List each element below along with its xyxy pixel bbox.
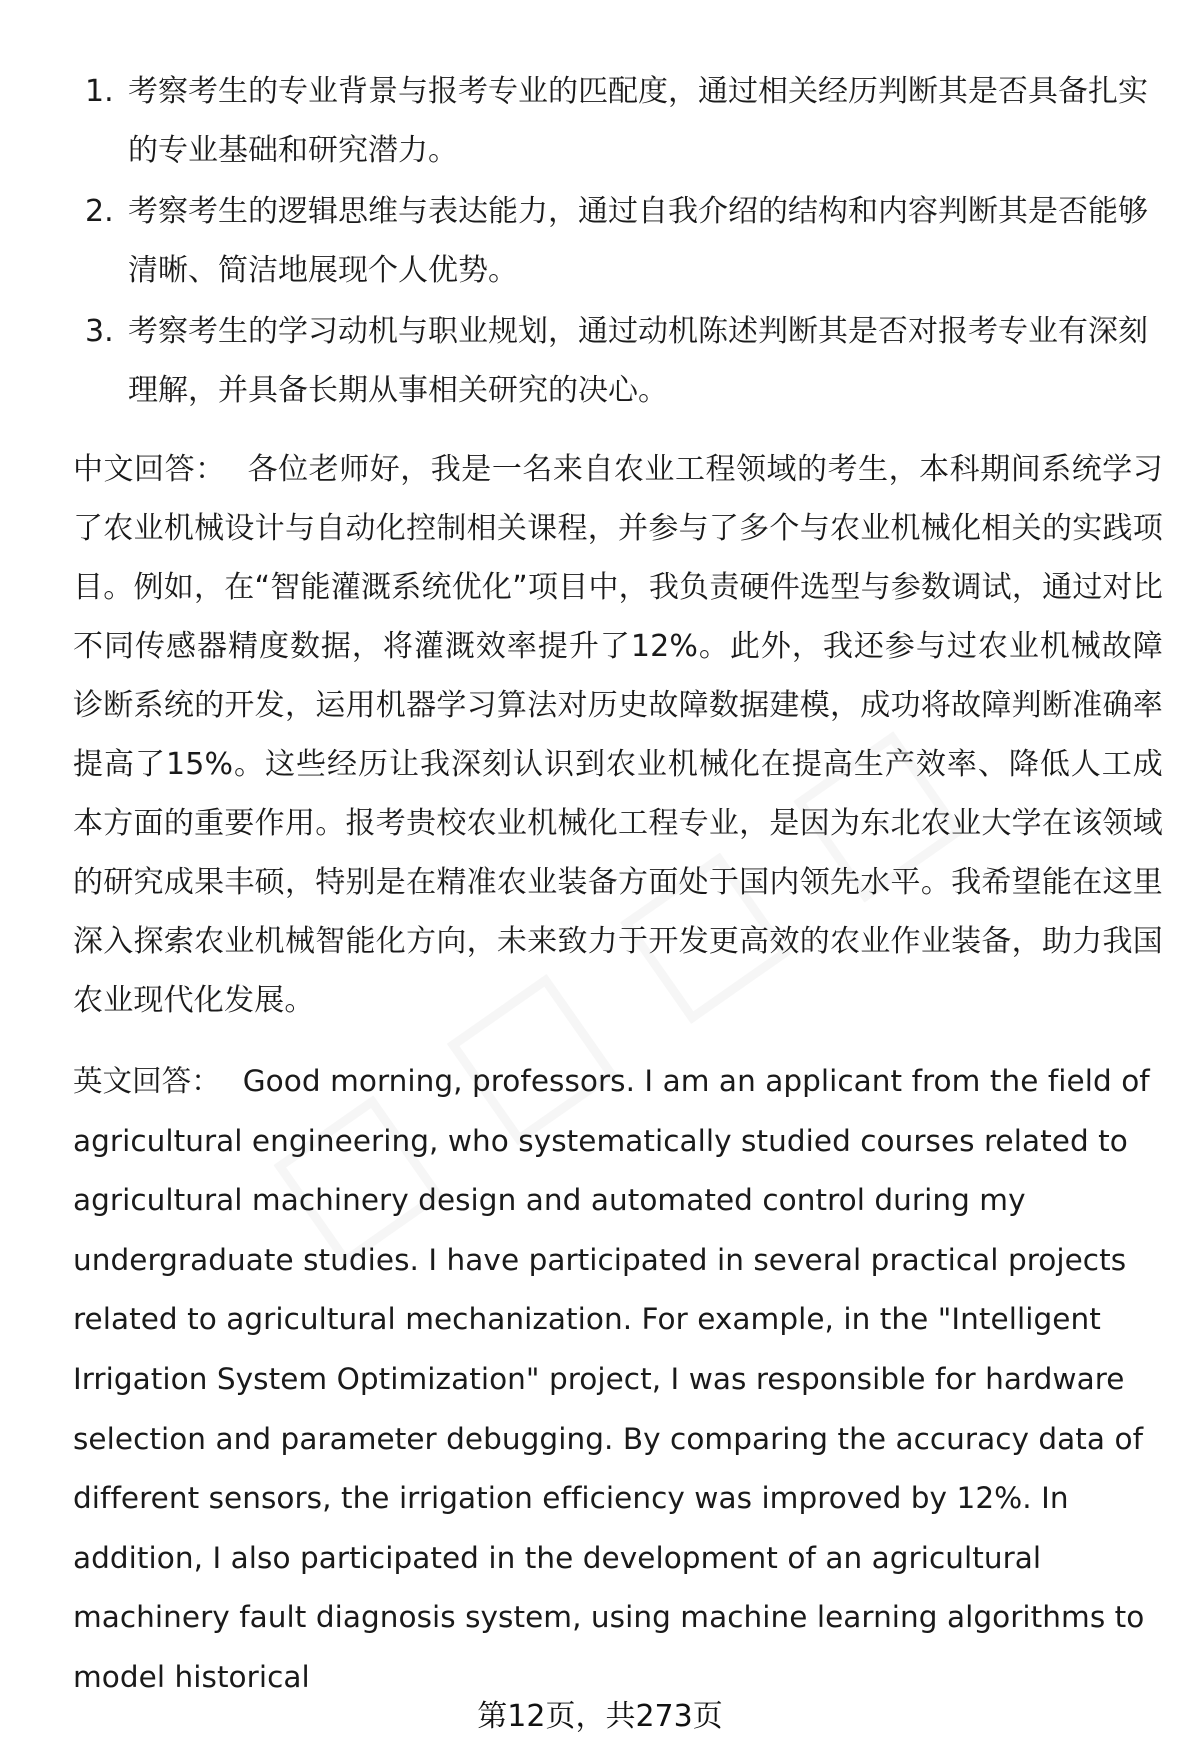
list-item-text: 考察考生的逻辑思维与表达能力，通过自我介绍的结构和内容判断其是否能够清晰、简洁地展现个人优势。 <box>128 194 1148 288</box>
list-item-number: 1. <box>85 74 114 109</box>
list-item <box>73 62 1163 180</box>
list-item <box>73 302 1163 420</box>
chinese-answer-paragraph <box>73 440 1163 1030</box>
document-page <box>73 62 1163 1708</box>
english-answer-label: 英文回答： <box>73 1064 221 1098</box>
english-answer-paragraph <box>73 1052 1163 1708</box>
page-number-footer: 第12页，共273页 <box>477 1699 723 1734</box>
english-answer-text: Good morning, professors. I am an applicant from the field of agricultural engineering, who systematically studied courses related to agricultural machinery design and automated control during my undergraduate studies. I have participated in several practical projects related to agricultural mechanization. For example, in the "Intelligent Irrigation System Optimization" project, I was responsible for hardware selection and parameter debugging. By comparing the accuracy data of different sensors, the irrigation efficiency was improved by 12%. In addition, I also participated in the development of an agricultural machinery fault diagnosis system, using machine learning algorithms to model historical <box>73 1064 1150 1694</box>
list-item-text: 考察考生的学习动机与职业规划，通过动机陈述判断其是否对报考专业有深刻理解，并具备长期从事相关研究的决心。 <box>128 314 1148 408</box>
chinese-answer-label: 中文回答： <box>73 452 226 487</box>
list-item <box>73 182 1163 300</box>
evaluation-criteria-list <box>73 62 1163 420</box>
list-item-text: 考察考生的专业背景与报考专业的匹配度，通过相关经历判断其是否具备扎实的专业基础和研究潜力。 <box>128 74 1148 168</box>
list-item-number: 2. <box>85 194 114 229</box>
list-item-number: 3. <box>85 314 114 349</box>
chinese-answer-text: 各位老师好，我是一名来自农业工程领域的考生，本科期间系统学习了农业机械设计与自动化控制相关课程，并参与了多个与农业机械化相关的实践项目。例如，在“智能灌溉系统优化”项目中，我负责硬件选型与参数调试，通过对比不同传感器精度数据，将灌溉效率提升了12%。此外，我还参与过农业机械故障诊断系统的开发，运用机器学习算法对历史故障数据建模，成功将故障判断准确率提高了15%。这些经历让我深刻认识到农业机械化在提高生产效率、降低人工成本方面的重要作用。报考贵校农业机械化工程专业，是因为东北农业大学在该领域的研究成果丰硕，特别是在精准农业装备方面处于国内领先水平。我希望能在这里深入探索农业机械智能化方向，未来致力于开发更高效的农业作业装备，助力我国农业现代化发展。 <box>73 452 1164 1018</box>
